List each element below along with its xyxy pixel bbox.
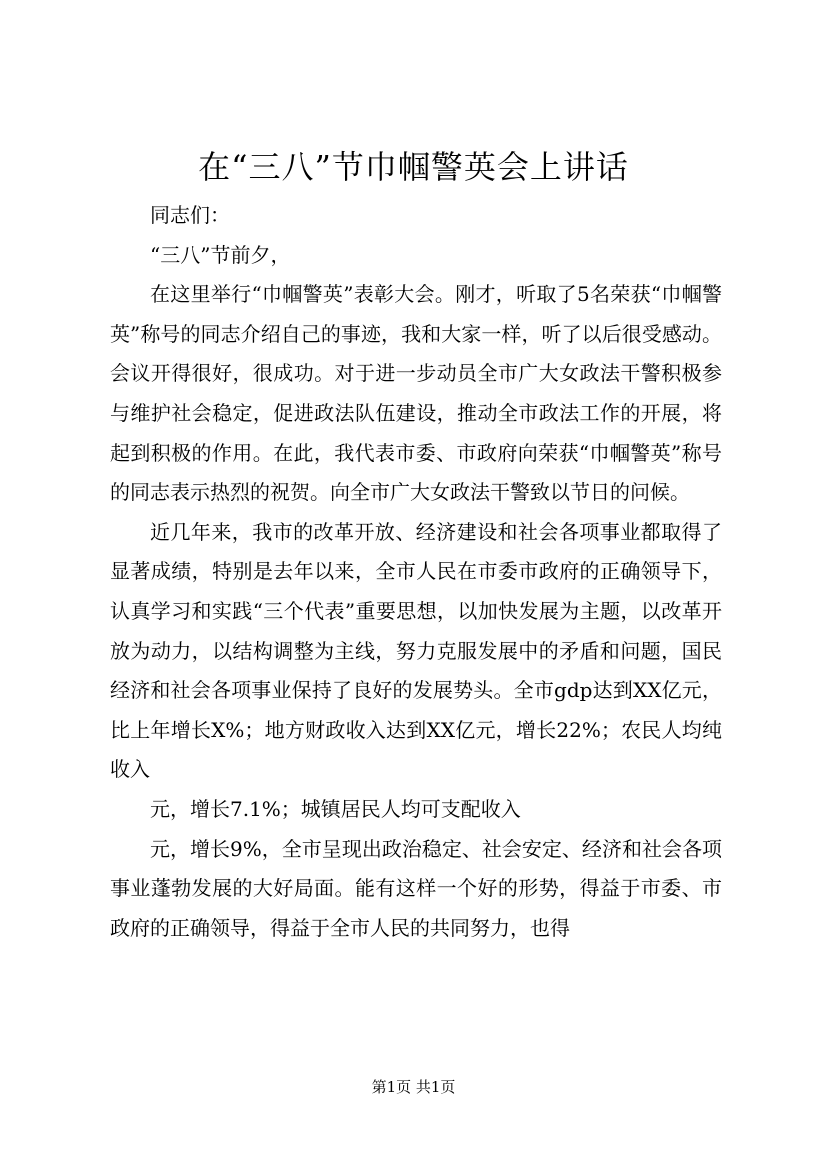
paragraph-salutation: 同志们： <box>150 203 230 227</box>
paragraph-congratulations: 在这里举行“巾帼警英”表彰大会。刚才，听取了5名荣获“巾帼警英”称号的同志介绍自己的事迹，我和大家一样，听了以后很受感动。会议开得很好，很成功。对于进一步动员全市广大女政法干警积极参与维护社会稳定，促进政法队伍建设，推动全市政法工作的开展，将起到积极的作用。在此，我代表市委、市政府向荣获“巾帼警英”称号的同志表示热烈的祝贺。向全市广大女政法干警致以节日的问候。 <box>110 282 722 505</box>
paragraph-achievements: 近几年来，我市的改革开放、经济建设和社会各项事业都取得了显著成绩，特别是去年以来，全市人民在市委市政府的正确领导下，认真学习和实践“三个代表”重要思想，以加快发展为主题，以改革开放为动力，以结构调整为主线，努力克服发展中的矛盾和问题，国民经济和社会各项事业保持了良好的发展势头。全市gdp达到XX亿元，比上年增长X%；地方财政收入达到XX亿元，增长22%；农民人均纯收入 <box>110 519 722 782</box>
document-title: 在“三八”节巾帼警英会上讲话 <box>198 148 629 186</box>
document-body <box>110 196 722 948</box>
paragraph-situation: 元，增长9%，全市呈现出政治稳定、社会安定、经济和社会各项事业蓬勃发展的大好局面。能有这样一个好的形势，得益于市委、市政府的正确领导，得益于全市人民的共同努力，也得 <box>110 836 722 940</box>
page-footer: 第1页 共1页 <box>371 1078 456 1096</box>
paragraph-urban-income: 元，增长7.1%；城镇居民人均可支配收入 <box>150 796 521 821</box>
paragraph-opening: “三八”节前夕， <box>150 242 291 267</box>
